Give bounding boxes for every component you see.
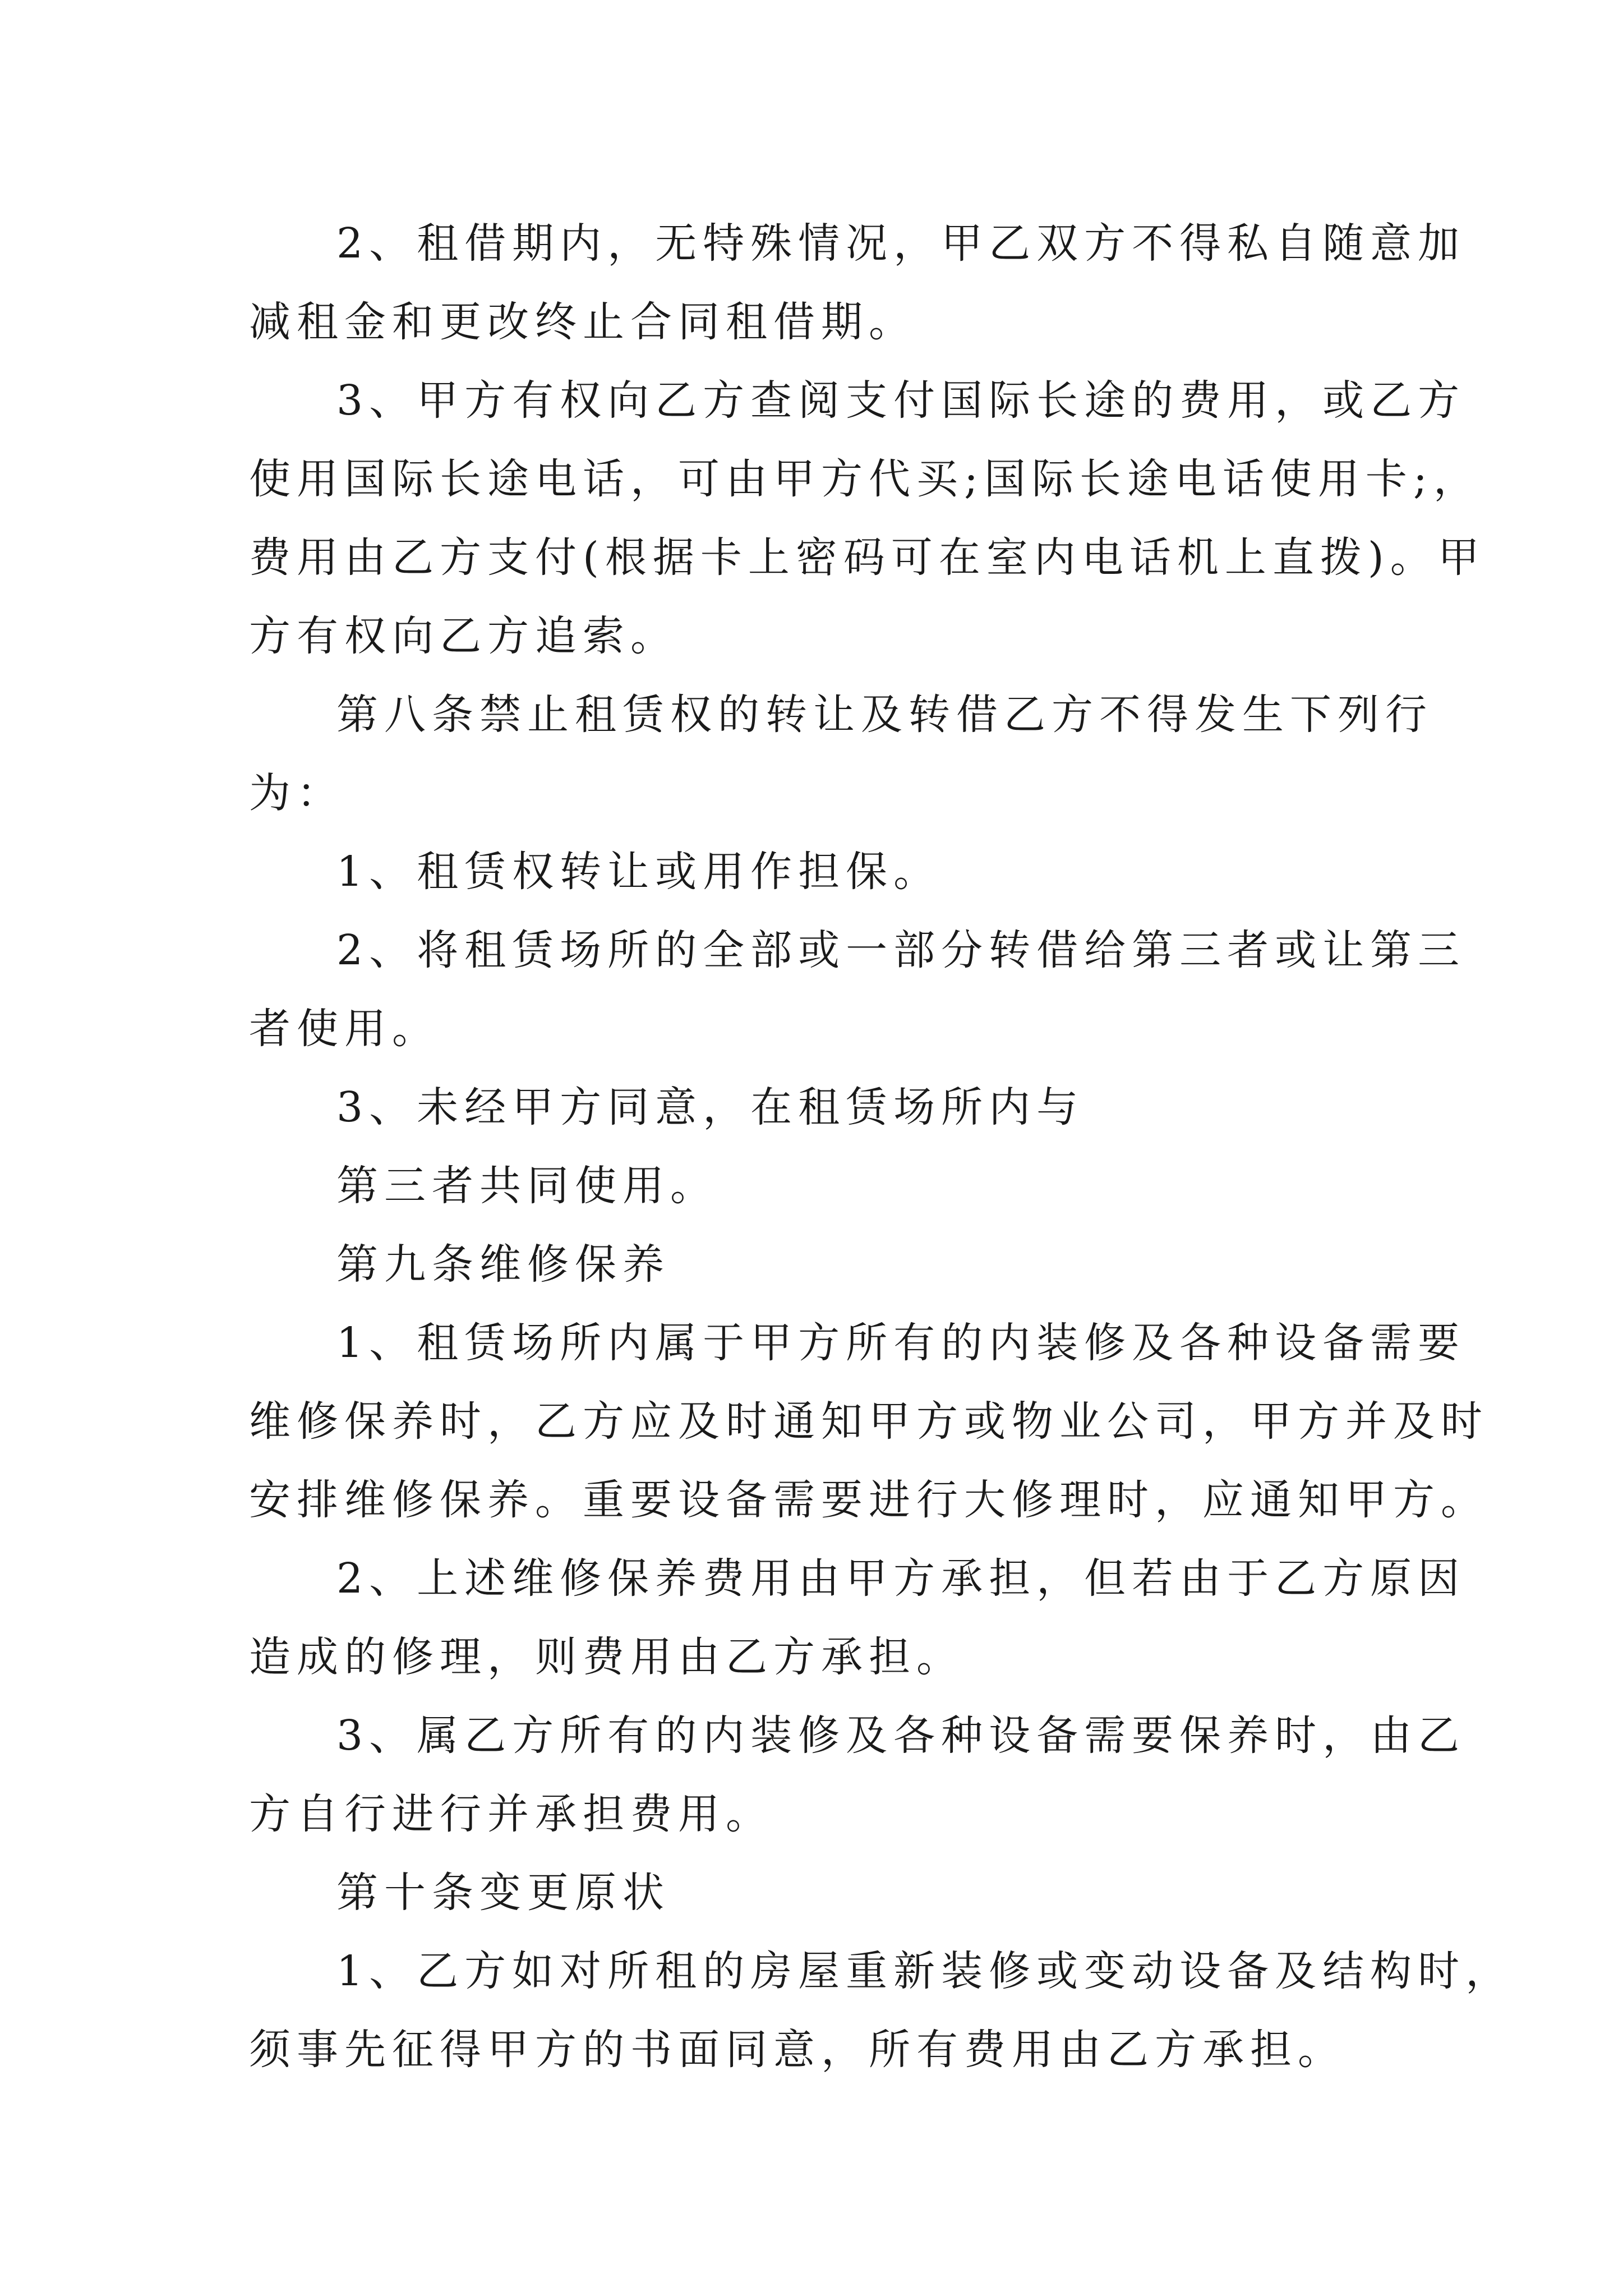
text-line: 方有权向乙方追索。 (249, 612, 678, 660)
text-line: 第九条维修保养 (336, 1240, 670, 1289)
text-line: 安排维修保养。重要设备需要进行大修理时，应通知甲方。 (249, 1476, 1488, 1524)
text-line: 维修保养时，乙方应及时通知甲方或物业公司，甲方并及时 (249, 1397, 1488, 1446)
text-line: 1、乙方如对所租的房屋重新装修或变动设备及结构时， (336, 1947, 1514, 1995)
text-line: 2、将租赁场所的全部或一部分转借给第三者或让第三 (336, 926, 1466, 974)
text-line: 2、租借期内，无特殊情况，甲乙双方不得私自随意加 (336, 219, 1466, 268)
text-line: 费用由乙方支付(根据卡上密码可在室内电话机上直拨)。甲 (249, 533, 1486, 582)
text-line: 3、属乙方所有的内装修及各种设备需要保养时，由乙 (336, 1711, 1466, 1760)
text-line: 为： (249, 769, 344, 817)
text-line: 2、上述维修保养费用由甲方承担，但若由于乙方原因 (336, 1554, 1466, 1603)
text-line: 造成的修理，则费用由乙方承担。 (249, 1633, 964, 1681)
text-line: 3、甲方有权向乙方查阅支付国际长途的费用，或乙方 (336, 376, 1466, 425)
text-line: 者使用。 (249, 1005, 440, 1053)
text-line: 1、租赁场所内属于甲方所有的内装修及各种设备需要 (336, 1319, 1466, 1367)
text-line: 须事先征得甲方的书面同意，所有费用由乙方承担。 (249, 2026, 1345, 2074)
text-line: 减租金和更改终止合同租借期。 (249, 298, 916, 346)
text-line: 第十条变更原状 (336, 1869, 670, 1917)
text-line: 方自行进行并承担费用。 (249, 1790, 773, 1838)
text-line: 第三者共同使用。 (336, 1162, 718, 1210)
text-line: 1、租赁权转让或用作担保。 (336, 848, 942, 896)
text-line: 3、未经甲方同意，在租赁场所内与 (336, 1083, 1085, 1131)
text-line: 使用国际长途电话，可由甲方代买;国际长途电话使用卡;， (249, 455, 1481, 503)
text-line: 第八条禁止租赁权的转让及转借乙方不得发生下列行 (336, 691, 1433, 739)
